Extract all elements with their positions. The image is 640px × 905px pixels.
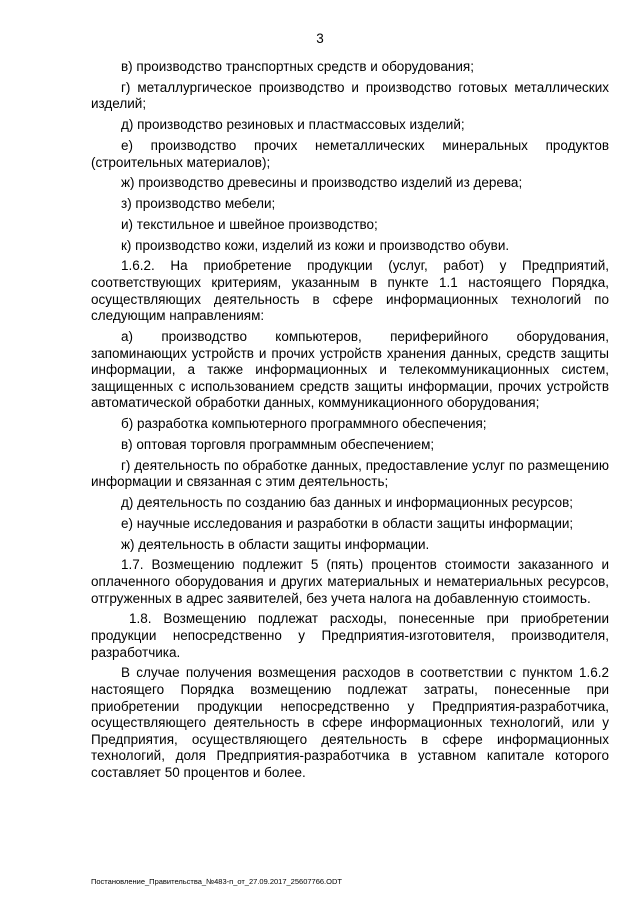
paragraph-b-software: б) разработка компьютерного программного обеспечения; — [121, 416, 487, 432]
paragraph-g-data-processing: г) деятельность по обработке данных, предоставление услуг по размещению информации и связанная с этим деятельность; — [91, 457, 609, 490]
paragraph-d-databases: д) деятельность по созданию баз данных и информационных ресурсов; — [121, 495, 573, 511]
paragraph-1-7: 1.7. Возмещению подлежит 5 (пять) процентов стоимости заказанного и оплаченного оборудования и других материальных и нематериальных ресурсов, отгруженных в адрес заявителей, без учета налога на добавленную стоимость. — [91, 557, 609, 606]
paragraph-z-furniture: з) производство мебели; — [121, 196, 276, 212]
paragraph-case-1-6-2: В случае получения возмещения расходов в соответствии с пунктом 1.6.2 настоящего Порядка возмещению подлежат затраты, понесенные при приобретении продукции непосредственно у Предприятия-разработчика, осуществляющего деятельность в сфере информационных технологий, или у Предприятия, осуществляющего деятельность в сфере информационных технологий, доля Предприятия-разработчика в уставном капитале которого составляет 50 процентов и более. — [91, 665, 609, 780]
page-number: 3 — [316, 31, 324, 46]
paragraph-e-research: е) научные исследования и разработки в области защиты информации; — [121, 515, 574, 531]
paragraph-e-minerals: е) производство прочих неметаллических минеральных продуктов (строительных материалов); — [91, 137, 609, 170]
paragraph-v-wholesale: в) оптовая торговля программным обеспечением; — [121, 436, 435, 452]
paragraph-i-textile: и) текстильное и швейное производство; — [121, 216, 378, 232]
paragraph-zh-wood: ж) производство древесины и производство изделий из дерева; — [121, 175, 523, 191]
paragraph-v-transport: в) производство транспортных средств и оборудования; — [121, 59, 474, 74]
paragraph-zh-security: ж) деятельность в области защиты информации. — [121, 536, 430, 552]
paragraph-1-6-2: 1.6.2. На приобретение продукции (услуг, работ) у Предприятий, соответствующих критериям, указанным в пункте 1.1 настоящего Порядка, осуществляющих деятельность в сфере информационных технологий по следующим направлениям: — [91, 258, 609, 324]
document-body — [91, 59, 609, 786]
paragraph-k-leather: к) производство кожи, изделий из кожи и производство обуви. — [121, 237, 510, 253]
paragraph-d-rubber-plastic: д) производство резиновых и пластмассовых изделий; — [121, 117, 465, 133]
document-footer: Постановление_Правительства_№483-п_от_27.09.2017_25607766.ODT — [91, 877, 342, 886]
paragraph-g-metallurgy: г) металлургическое производство и производство готовых металлических изделий; — [91, 79, 609, 112]
paragraph-a-computers: а) производство компьютеров, периферийного оборудования, запоминающих устройств и прочих устройств хранения данных, средств защиты информации, а также информационных и телекоммуникационных систем, защищенных с использованием средств защиты информации, прочих устройств автоматической обработки данных, коммуникационного оборудования; — [91, 329, 609, 411]
paragraph-1-8: 1.8. Возмещению подлежат расходы, понесенные при приобретении продукции непосредственно у Предприятия-изготовителя, производителя, разработчика. — [91, 611, 609, 660]
